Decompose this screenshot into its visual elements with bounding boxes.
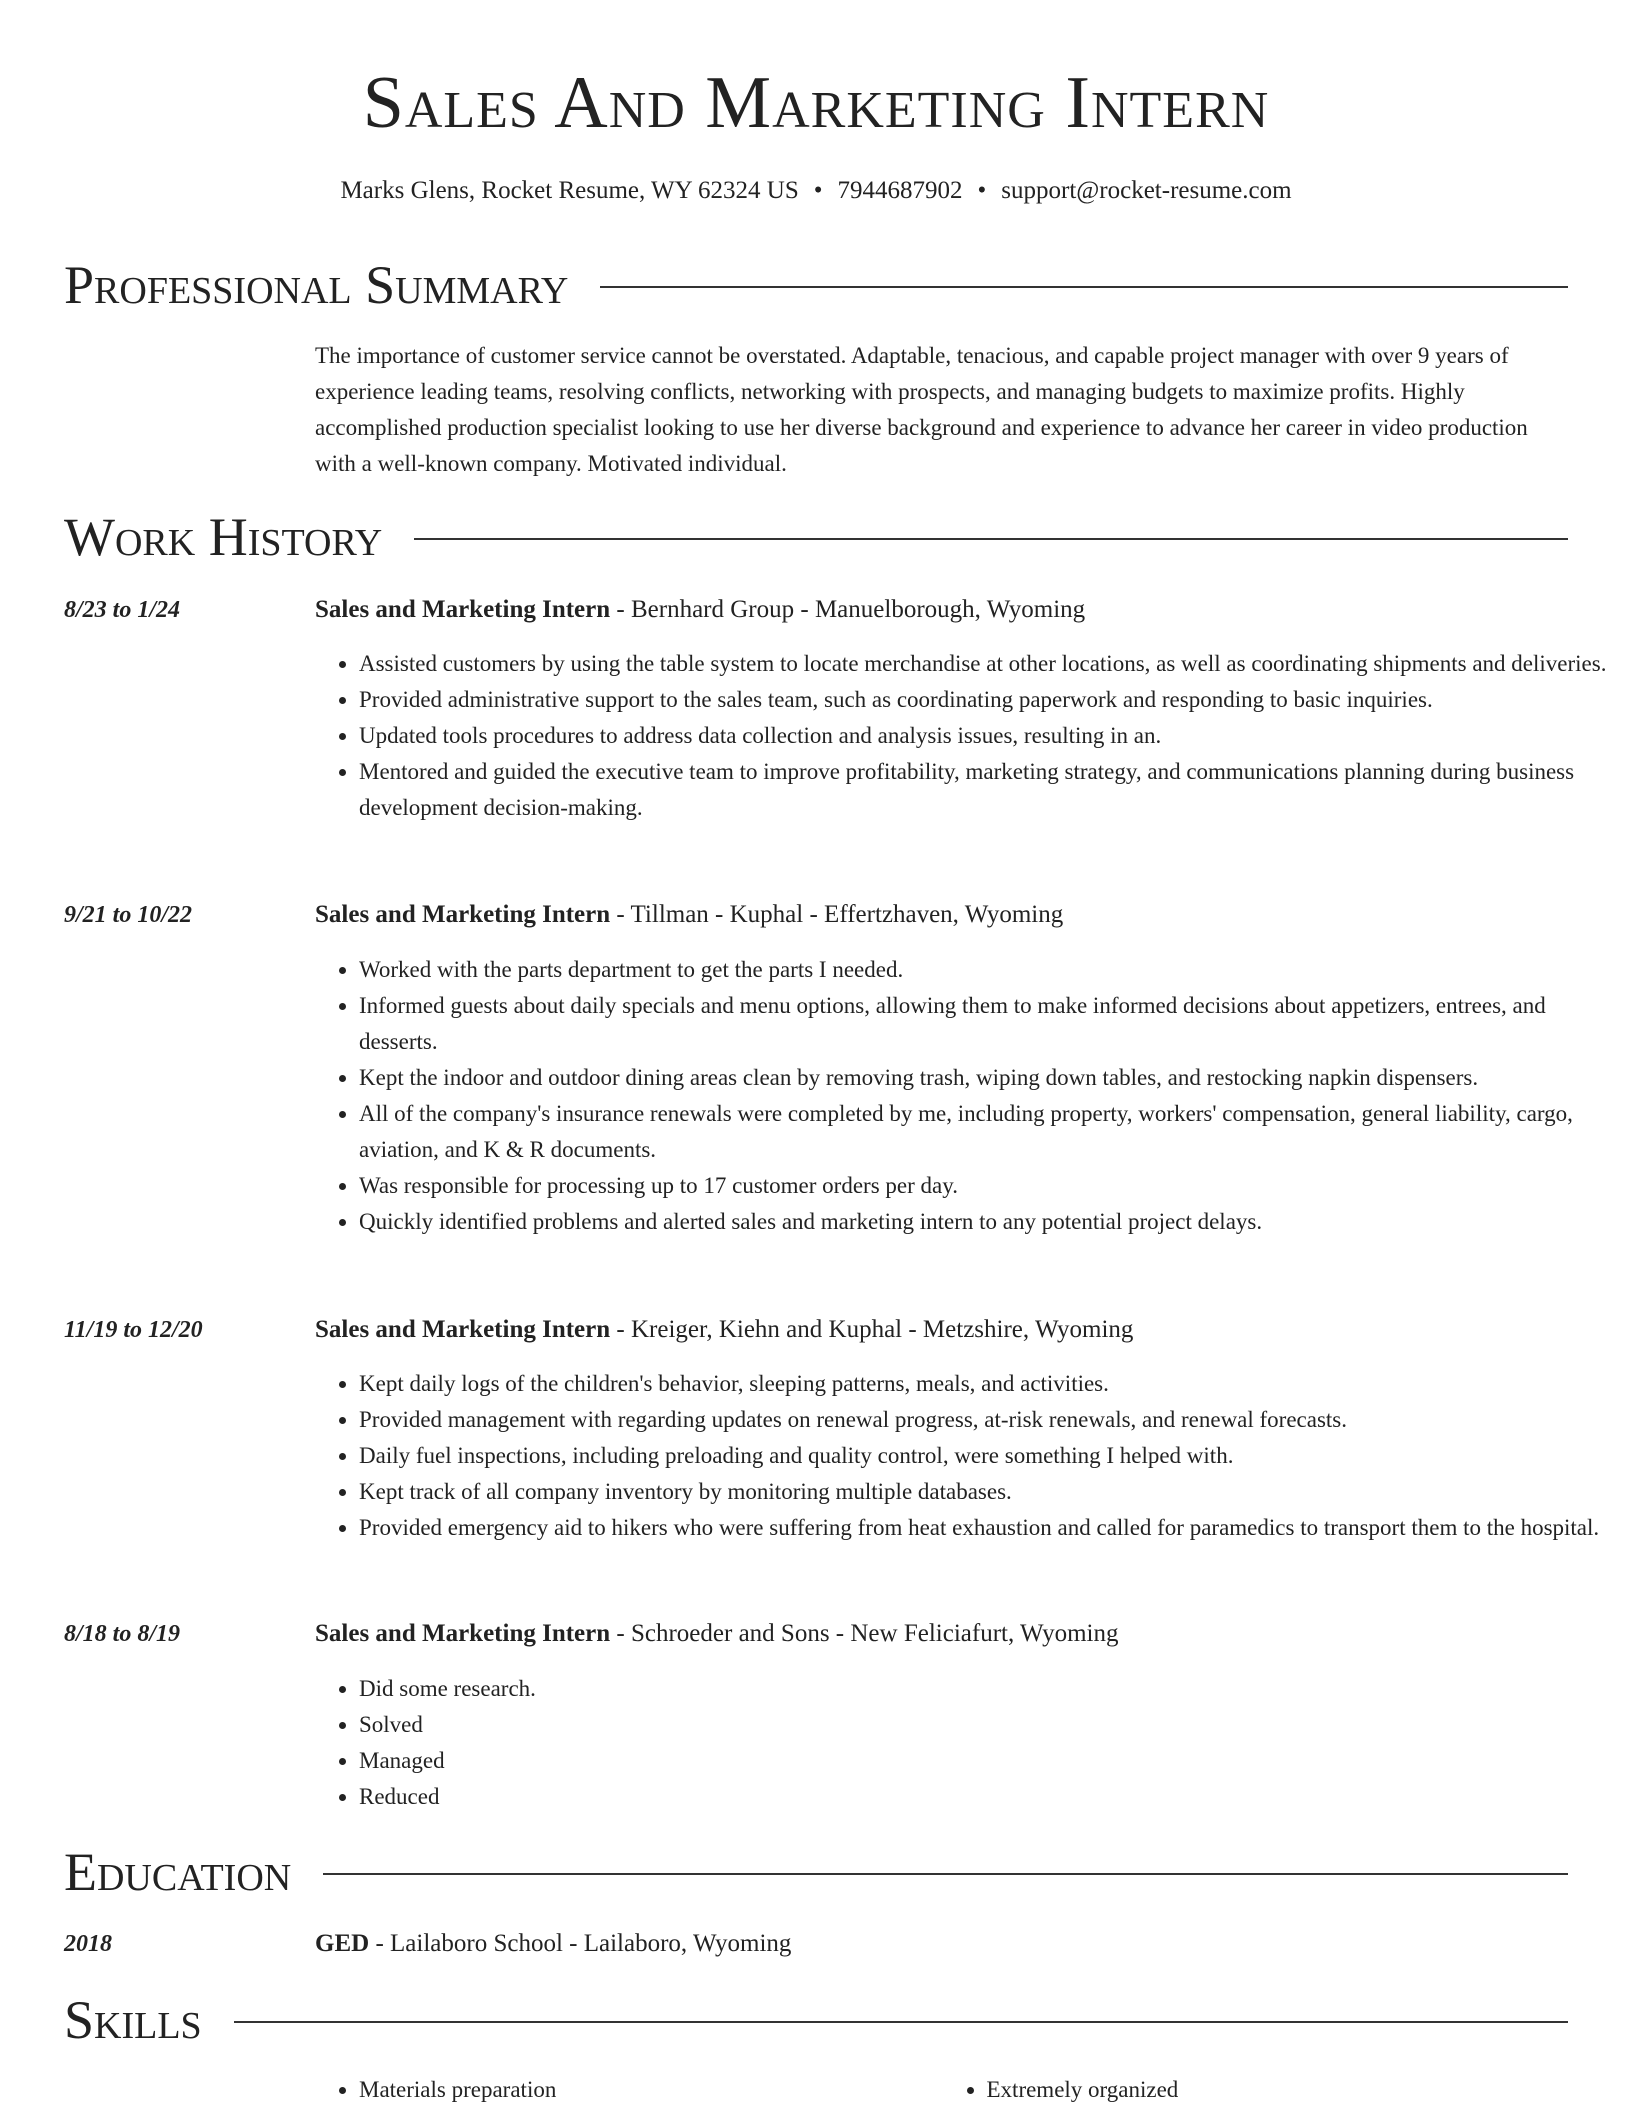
- job-dates: 11/19 to 12/20: [64, 1317, 203, 1343]
- skill-item: • Materials preparation: [359, 2072, 943, 2108]
- list-item: • Reduced: [359, 1779, 1614, 1815]
- list-item: • Was responsible for processing up to 17 customer orders per day.: [359, 1168, 1614, 1204]
- job-bullets: [315, 1671, 1614, 1815]
- list-item: • Provided management with regarding updates on renewal progress, at-risk renewals, and renewal forecasts.: [359, 1402, 1614, 1438]
- section-title: Education: [64, 1842, 292, 1902]
- list-item: • Kept track of all company inventory by monitoring multiple databases.: [359, 1474, 1614, 1510]
- resume-title: Sales And Marketing Intern: [362, 62, 1270, 144]
- education-heading: [315, 1926, 1570, 1962]
- job-heading: [315, 897, 1570, 933]
- contact-separator: •: [977, 177, 987, 204]
- list-item: • Managed: [359, 1743, 1614, 1779]
- job-heading: [315, 1312, 1570, 1348]
- skill-item: • Extremely organized: [987, 2072, 1571, 2108]
- list-item: • Worked with the parts department to get the parts I needed.: [359, 952, 1614, 988]
- section-title: Skills: [64, 1990, 202, 2050]
- job-employer: - Kreiger, Kiehn and Kuphal - Metzshire, Wyoming: [610, 1316, 1134, 1343]
- job-title: Sales and Marketing Intern: [315, 1316, 611, 1343]
- contact-phone: 7944687902: [837, 177, 963, 204]
- job-title: Sales and Marketing Intern: [315, 901, 611, 928]
- list-item: • Provided administrative support to the sales team, such as coordinating paperwork and responding to basic inquiries.: [359, 682, 1614, 718]
- job-dates: 8/18 to 8/19: [64, 1621, 181, 1647]
- summary-text: The importance of customer service cannot be overstated. Adaptable, tenacious, and capable project manager with over 9 years of experience leading teams, resolving conflicts, networking with prospects, and managing budgets to maximize profits. Highly accomplished production specialist looking to use her diverse background and experience to advance her career in video production with a well-known company. Motivated individual.: [315, 343, 1528, 476]
- list-item: • Quickly identified problems and alerted sales and marketing intern to any potential project delays.: [359, 1204, 1614, 1240]
- contact-address: Marks Glens, Rocket Resume, WY 62324 US: [340, 177, 799, 204]
- skills-list: [315, 2072, 1570, 2108]
- section-title: Professional Summary: [64, 255, 569, 315]
- section-divider: [600, 286, 1568, 288]
- education-school: - Lailaboro School - Lailaboro, Wyoming: [369, 1930, 792, 1957]
- job-heading: [315, 592, 1570, 628]
- education-degree: GED: [315, 1930, 370, 1957]
- list-item: • Mentored and guided the executive team to improve profitability, marketing strategy, and communications planning during business development decision-making.: [359, 754, 1614, 826]
- list-item: • Updated tools procedures to address data collection and analysis issues, resulting in an.: [359, 718, 1614, 754]
- list-item: • Did some research.: [359, 1671, 1614, 1707]
- contact-separator: •: [813, 177, 823, 204]
- section-title: Work History: [64, 507, 383, 567]
- skills-column-left: [315, 2072, 943, 2108]
- job-bullets: [315, 1366, 1614, 1546]
- section-divider: [234, 2021, 1568, 2023]
- list-item: • Kept daily logs of the children's behavior, sleeping patterns, meals, and activities.: [359, 1366, 1614, 1402]
- job-employer: - Bernhard Group - Manuelborough, Wyoming: [610, 596, 1086, 623]
- job-heading: [315, 1616, 1570, 1652]
- list-item: • Assisted customers by using the table system to locate merchandise at other locations, as well as coordinating shipments and deliveries.: [359, 646, 1614, 682]
- section-skills: [64, 1985, 1568, 2055]
- job-bullets: [315, 646, 1614, 826]
- list-item: • All of the company's insurance renewals were completed by me, including property, workers' compensation, general liability, cargo, aviation, and K & R documents.: [359, 1096, 1614, 1168]
- job-dates: 9/21 to 10/22: [64, 902, 193, 928]
- job-dates: 8/23 to 1/24: [64, 597, 181, 623]
- list-item: • Solved: [359, 1707, 1614, 1743]
- skills-column-right: [943, 2072, 1571, 2108]
- list-item: • Informed guests about daily specials and menu options, allowing them to make informed decisions about appetizers, entrees, and desserts.: [359, 988, 1614, 1060]
- contact-line: [0, 173, 1632, 209]
- list-item: • Provided emergency aid to hikers who were suffering from heat exhaustion and called for paramedics to transport them to the hospital.: [359, 1510, 1614, 1546]
- job-employer: - Tillman - Kuphal - Effertzhaven, Wyoming: [610, 901, 1064, 928]
- section-education: [64, 1837, 1568, 1907]
- education-year: 2018: [64, 1931, 112, 1957]
- section-divider: [414, 538, 1568, 540]
- list-item: • Kept the indoor and outdoor dining areas clean by removing trash, wiping down tables, and restocking napkin dispensers.: [359, 1060, 1614, 1096]
- job-bullets: [315, 952, 1614, 1240]
- job-title: Sales and Marketing Intern: [315, 1620, 611, 1647]
- job-title: Sales and Marketing Intern: [315, 596, 611, 623]
- section-work-history: [64, 502, 1568, 572]
- list-item: • Daily fuel inspections, including preloading and quality control, were something I helped with.: [359, 1438, 1614, 1474]
- contact-email: support@rocket-resume.com: [1001, 177, 1292, 204]
- section-divider: [323, 1873, 1568, 1875]
- section-professional-summary: [64, 250, 1568, 320]
- job-employer: - Schroeder and Sons - New Feliciafurt, Wyoming: [610, 1620, 1119, 1647]
